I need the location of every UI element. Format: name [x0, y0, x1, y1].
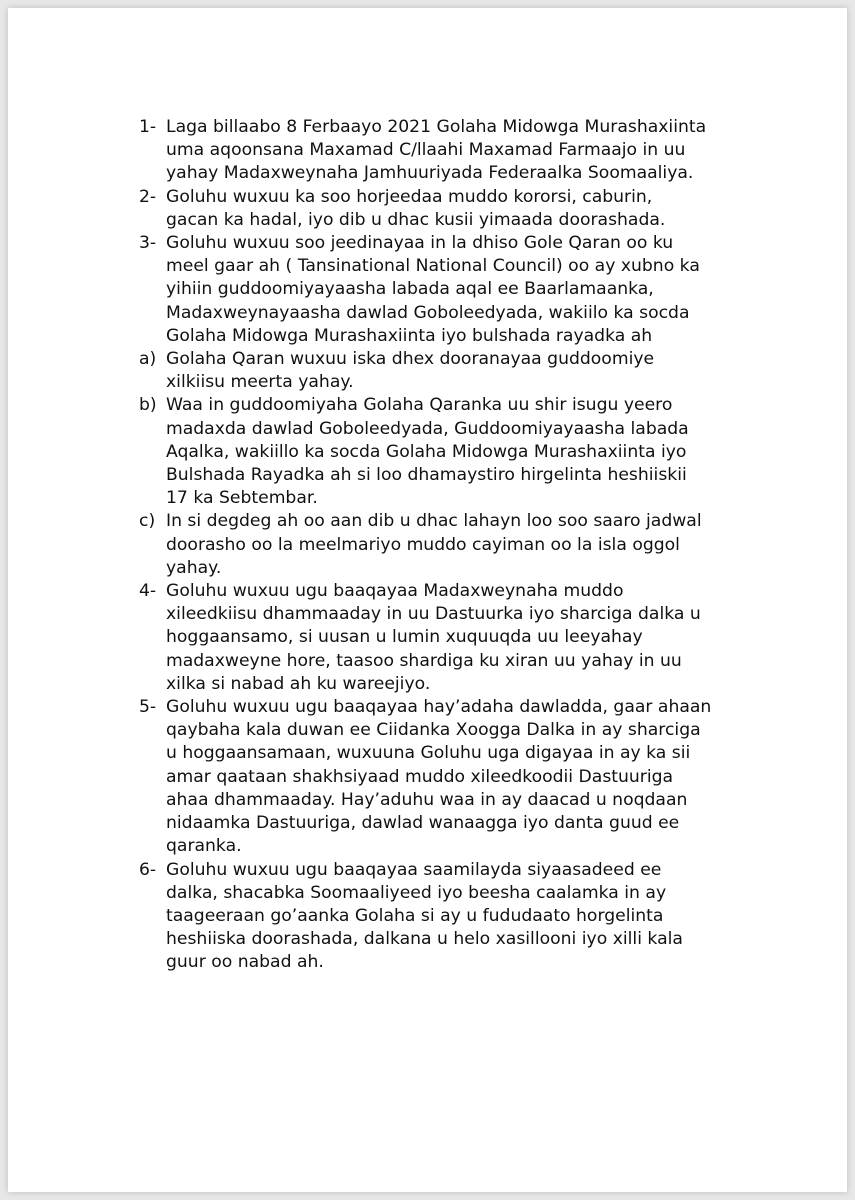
- list-item: [139, 348, 759, 394]
- list-item-text: Golaha Qaran wuxuu iska dhex dooranayaa guddoomiye xilkiisu meerta yahay.: [166, 349, 655, 393]
- list-item-text: Goluhu wuxuu ugu baaqayaa Madaxweynaha muddo xileedkiisu dhammaaday in uu Dastuurka iyo sharciga dalka u hoggaansamo, si uusan u lumin xuquuqda uu leeyahay madaxweyne hore, taasoo shardiga ku xiran uu yahay in uu xilka si nabad ah ku wareejiyo.: [166, 581, 701, 694]
- list-item-text: Goluhu wuxuu ugu baaqayaa saamilayda siyaasadeed ee dalka, shacabka Soomaaliyeed iyo beesha caalamka in ay taageeraan go’aanka Golaha si ay u fududaato horgelinta heshiiska doorashada, dalkana u helo xasillooni iyo xilli kala guur oo nabad ah.: [166, 859, 683, 973]
- list-item-text: Goluhu wuxuu ugu baaqayaa hay’adaha dawladda, gaar ahaan qaybaha kala duwan ee Ciidanka Xoogga Dalka in ay sharciga u hoggaansamaan, wuxuuna Goluhu uga digayaa in ay ka sii amar qaataan shakhsiyaad muddo xileedkoodii Dastuuriga ahaa dhammaaday. Hay’aduhu waa in ay daacad u noqdaan nidaamka Dastuuriga, dawlad wanaagga iyo danta guud ee qaranka.: [166, 697, 712, 857]
- list-marker: b): [139, 395, 157, 416]
- list-item-text: In si degdeg ah oo aan dib u dhac lahayn loo soo saaro jadwal doorasho oo la meelmariyo muddo cayiman oo la isla oggol yahay.: [166, 511, 702, 578]
- list-marker: a): [139, 349, 157, 370]
- list-marker: 1-: [139, 117, 157, 137]
- list-marker: 4-: [139, 581, 157, 602]
- list-item: [139, 580, 759, 696]
- list-item: [139, 394, 759, 510]
- list-marker: 3-: [139, 233, 157, 254]
- list-marker: 6-: [139, 859, 157, 880]
- list-item-text: Goluhu wuxuu soo jeedinayaa in la dhiso Gole Qaran oo ku meel gaar ah ( Tansinational National Council) oo ay xubno ka yihiin guddoomiyayaasha labada aqal ee Baarlamaanka, Madaxweynayaasha dawlad Goboleedyada, wakiilo ka socda Golaha Midowga Murashaxiinta iyo bulshada rayadka ah: [166, 233, 700, 346]
- list-item: [139, 696, 759, 858]
- list-item: [139, 186, 759, 232]
- list-marker: 2-: [139, 186, 157, 207]
- list-item: [139, 232, 759, 348]
- document-body: [139, 116, 759, 975]
- list-marker: c): [139, 511, 156, 532]
- document-page: [8, 8, 847, 1192]
- list-item-text: Goluhu wuxuu ka soo horjeedaa muddo kororsi, caburin, gacan ka hadal, iyo dib u dhac kusii yimaada doorashada.: [166, 186, 666, 230]
- list-item-text: Waa in guddoomiyaha Golaha Qaranka uu shir isugu yeero madaxda dawlad Goboleedyada, Guddoomiyayaasha labada Aqalka, wakiillo ka socda Golaha Midowga Murashaxiinta iyo Bulshada Rayadka ah si loo dhamaystiro hirgelinta heshiiskii 17 ka Sebtembar.: [166, 395, 689, 509]
- list-item: [139, 510, 759, 580]
- list-item: [139, 859, 759, 975]
- list-item: [139, 116, 759, 186]
- list-item-text: Laga billaabo 8 Ferbaayo 2021 Golaha Midowga Murashaxiinta uma aqoonsana Maxamad C/llaahi Maxamad Farmaajo in uu yahay Madaxweynaha Jamhuuriyada Federaalka Soomaaliya.: [166, 117, 707, 184]
- list-marker: 5-: [139, 697, 157, 718]
